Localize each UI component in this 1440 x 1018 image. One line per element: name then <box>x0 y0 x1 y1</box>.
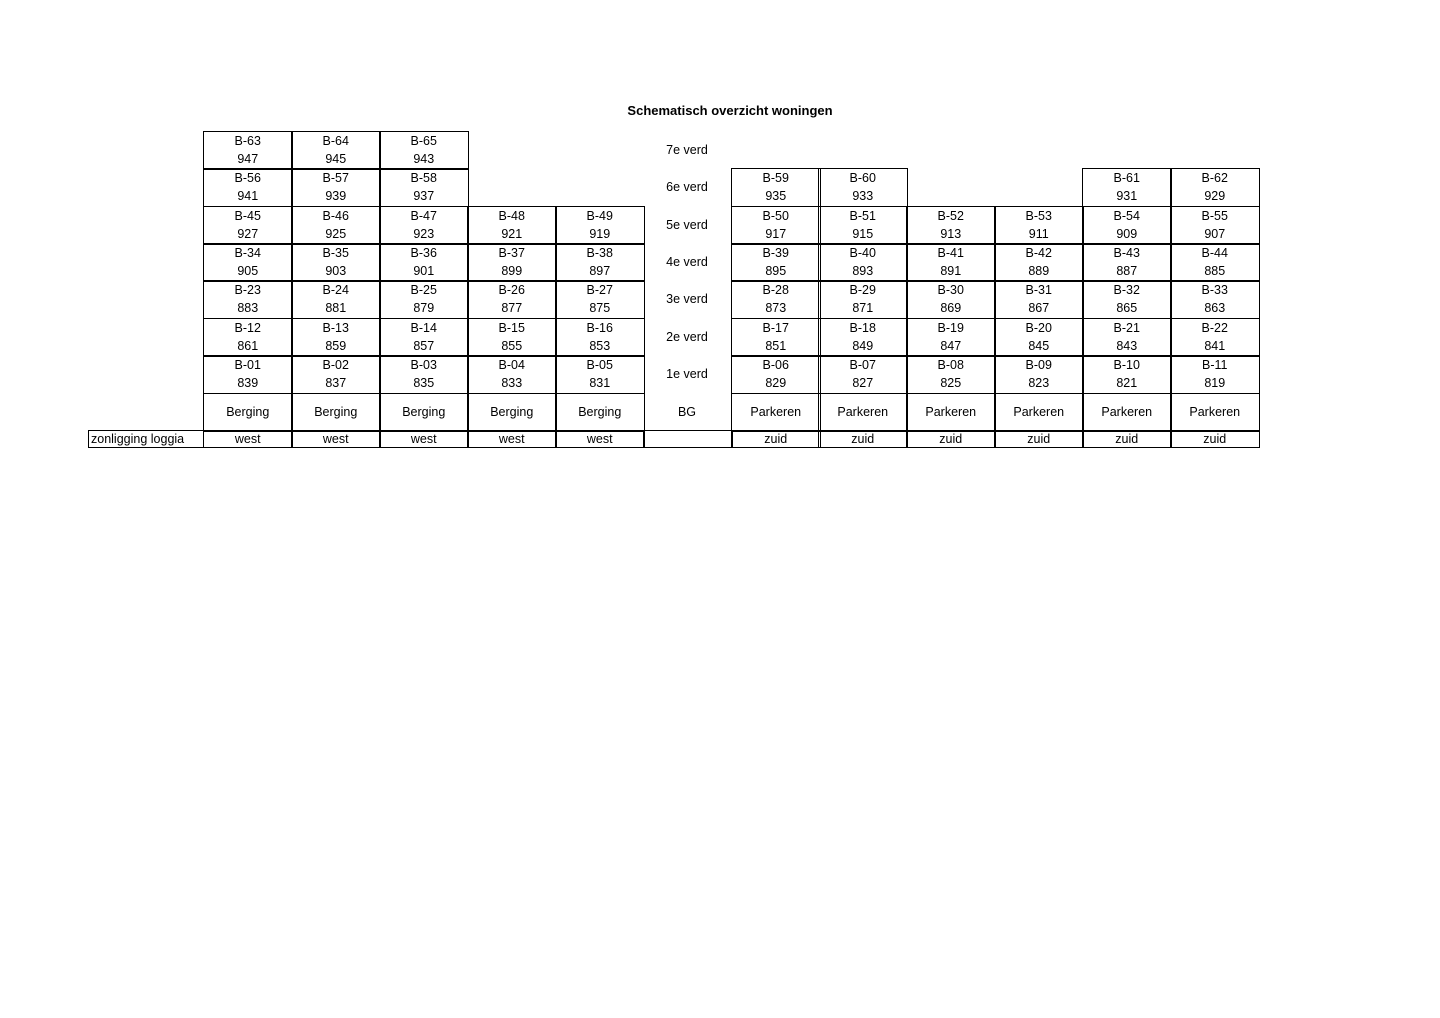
unit-code: B-12 <box>234 321 261 335</box>
house-number: 917 <box>765 227 787 241</box>
parking-cell: Parkeren <box>818 393 908 432</box>
house-number: 909 <box>1116 227 1138 241</box>
house-number: 851 <box>765 339 787 353</box>
unit-cell <box>1082 280 1172 319</box>
house-number: 883 <box>237 301 259 315</box>
unit-code: B-43 <box>1113 246 1140 260</box>
unit-code: B-10 <box>1113 358 1140 372</box>
unit-cell <box>731 168 821 207</box>
house-number: 875 <box>589 301 611 315</box>
unit-code: B-26 <box>498 283 525 297</box>
house-number: 941 <box>237 189 259 203</box>
house-number: 841 <box>1204 339 1226 353</box>
house-number: 859 <box>325 339 347 353</box>
parking-cell: Parkeren <box>994 393 1084 432</box>
unit-code: B-25 <box>410 283 437 297</box>
unit-cell <box>203 243 293 282</box>
house-number: 829 <box>765 376 787 390</box>
unit-code: B-32 <box>1113 283 1140 297</box>
house-number: 899 <box>501 264 523 278</box>
unit-code: B-39 <box>762 246 789 260</box>
house-number: 855 <box>501 339 523 353</box>
house-number: 907 <box>1204 227 1226 241</box>
floor-label: 6e verd <box>666 179 708 194</box>
unit-code: B-60 <box>849 171 876 185</box>
house-number: 889 <box>1028 264 1050 278</box>
unit-code: B-11 <box>1202 358 1228 372</box>
floor-label: 5e verd <box>666 217 708 232</box>
unit-code: B-49 <box>586 209 613 223</box>
house-number: 825 <box>940 376 962 390</box>
unit-cell <box>818 318 908 357</box>
house-number: 891 <box>940 264 962 278</box>
unit-code: B-22 <box>1201 321 1228 335</box>
house-number: 933 <box>852 189 874 203</box>
unit-cell <box>555 280 645 319</box>
unit-cell <box>379 280 469 319</box>
orientation-cell: west <box>467 430 557 448</box>
unit-cell <box>1170 355 1260 394</box>
page-title: Schematisch overzicht woningen <box>627 103 833 118</box>
unit-code: B-19 <box>937 321 964 335</box>
house-number: 867 <box>1028 301 1050 315</box>
unit-cell <box>1170 318 1260 357</box>
unit-cell <box>731 280 821 319</box>
unit-cell <box>994 355 1084 394</box>
unit-cell <box>203 318 293 357</box>
unit-code: B-16 <box>586 321 613 335</box>
unit-code: B-44 <box>1201 246 1228 260</box>
parking-cell: Parkeren <box>906 393 996 432</box>
unit-code: B-55 <box>1201 209 1228 223</box>
house-number: 897 <box>589 264 611 278</box>
unit-code: B-28 <box>762 283 789 297</box>
house-number: 925 <box>325 227 347 241</box>
floor-label: BG <box>677 404 697 419</box>
house-number: 913 <box>940 227 962 241</box>
unit-cell <box>1082 168 1172 207</box>
unit-code: B-27 <box>586 283 613 297</box>
unit-cell <box>379 355 469 394</box>
storage-cell: Berging <box>203 393 293 432</box>
unit-code: B-54 <box>1113 209 1140 223</box>
house-number: 849 <box>852 339 874 353</box>
unit-cell <box>731 243 821 282</box>
floor-label: 2e verd <box>666 329 708 344</box>
unit-cell <box>1082 243 1172 282</box>
orientation-label: zonligging loggia <box>88 430 204 448</box>
unit-code: B-61 <box>1113 171 1140 185</box>
unit-cell <box>291 280 381 319</box>
unit-code: B-29 <box>849 283 876 297</box>
unit-cell <box>467 243 557 282</box>
unit-cell <box>379 168 469 207</box>
unit-cell <box>291 131 381 170</box>
house-number: 931 <box>1116 189 1138 203</box>
house-number: 831 <box>589 376 611 390</box>
unit-code: B-08 <box>937 358 964 372</box>
unit-cell <box>379 131 469 170</box>
unit-cell <box>906 206 996 245</box>
house-number: 833 <box>501 376 523 390</box>
unit-cell <box>994 206 1084 245</box>
unit-code: B-45 <box>234 209 261 223</box>
orientation-cell: west <box>379 430 469 448</box>
unit-code: B-53 <box>1025 209 1052 223</box>
unit-cell <box>467 206 557 245</box>
house-number: 901 <box>413 264 435 278</box>
orientation-cell: west <box>555 430 645 448</box>
storage-cell: Berging <box>379 393 469 432</box>
unit-cell <box>291 206 381 245</box>
house-number: 937 <box>413 189 435 203</box>
unit-code: B-23 <box>234 283 261 297</box>
floor-label: 7e verd <box>666 142 708 157</box>
house-number: 927 <box>237 227 259 241</box>
unit-code: B-46 <box>322 209 349 223</box>
unit-code: B-56 <box>234 171 261 185</box>
unit-code: B-33 <box>1201 283 1228 297</box>
unit-code: B-48 <box>498 209 525 223</box>
house-number: 877 <box>501 301 523 315</box>
unit-cell <box>1082 355 1172 394</box>
house-number: 857 <box>413 339 435 353</box>
unit-code: B-21 <box>1113 321 1140 335</box>
orientation-cell: zuid <box>818 430 908 448</box>
unit-cell <box>1170 168 1260 207</box>
house-number: 895 <box>765 264 787 278</box>
unit-code: B-42 <box>1025 246 1052 260</box>
unit-code: B-35 <box>322 246 349 260</box>
floor-label: 3e verd <box>666 291 708 306</box>
unit-cell <box>994 243 1084 282</box>
unit-cell <box>906 318 996 357</box>
house-number: 879 <box>413 301 435 315</box>
house-number: 923 <box>413 227 435 241</box>
unit-cell <box>555 206 645 245</box>
unit-code: B-01 <box>234 358 261 372</box>
house-number: 943 <box>413 152 435 166</box>
house-number: 947 <box>237 152 259 166</box>
unit-cell <box>467 318 557 357</box>
orientation-cell: west <box>203 430 293 448</box>
unit-cell <box>203 206 293 245</box>
unit-code: B-34 <box>234 246 261 260</box>
unit-code: B-30 <box>937 283 964 297</box>
unit-code: B-52 <box>937 209 964 223</box>
unit-cell <box>906 243 996 282</box>
unit-cell <box>379 206 469 245</box>
house-number: 871 <box>852 301 874 315</box>
unit-cell <box>906 355 996 394</box>
orientation-cell: zuid <box>994 430 1084 448</box>
unit-code: B-13 <box>322 321 349 335</box>
unit-cell <box>731 318 821 357</box>
parking-cell: Parkeren <box>731 393 821 432</box>
unit-cell <box>379 318 469 357</box>
unit-code: B-05 <box>586 358 613 372</box>
unit-code: B-40 <box>849 246 876 260</box>
unit-cell <box>203 355 293 394</box>
unit-cell <box>818 280 908 319</box>
unit-cell <box>291 243 381 282</box>
unit-code: B-07 <box>849 358 876 372</box>
unit-cell <box>1170 280 1260 319</box>
unit-code: B-65 <box>410 134 437 148</box>
house-number: 887 <box>1116 264 1138 278</box>
unit-cell <box>731 355 821 394</box>
unit-code: B-03 <box>410 358 437 372</box>
house-number: 919 <box>589 227 611 241</box>
unit-code: B-06 <box>762 358 789 372</box>
unit-cell <box>291 355 381 394</box>
house-number: 903 <box>325 264 347 278</box>
unit-code: B-64 <box>322 134 349 148</box>
unit-cell <box>994 280 1084 319</box>
orientation-cell: zuid <box>1170 430 1260 448</box>
unit-code: B-47 <box>410 209 437 223</box>
unit-code: B-59 <box>762 171 789 185</box>
unit-cell <box>731 206 821 245</box>
floor-label: 1e verd <box>666 366 708 381</box>
unit-code: B-62 <box>1201 171 1228 185</box>
house-number: 921 <box>501 227 523 241</box>
unit-cell <box>467 355 557 394</box>
house-number: 915 <box>852 227 874 241</box>
unit-cell <box>818 355 908 394</box>
unit-code: B-04 <box>498 358 525 372</box>
unit-cell <box>555 318 645 357</box>
unit-code: B-38 <box>586 246 613 260</box>
house-number: 827 <box>852 376 874 390</box>
house-number: 945 <box>325 152 347 166</box>
unit-code: B-18 <box>849 321 876 335</box>
parking-cell: Parkeren <box>1082 393 1172 432</box>
house-number: 861 <box>237 339 259 353</box>
unit-code: B-15 <box>498 321 525 335</box>
unit-cell <box>203 280 293 319</box>
unit-cell <box>906 280 996 319</box>
unit-cell <box>818 206 908 245</box>
unit-cell <box>467 280 557 319</box>
house-number: 843 <box>1116 339 1138 353</box>
house-number: 839 <box>237 376 259 390</box>
unit-cell <box>291 318 381 357</box>
unit-cell <box>818 168 908 207</box>
unit-cell <box>203 168 293 207</box>
unit-cell <box>555 355 645 394</box>
house-number: 939 <box>325 189 347 203</box>
unit-code: B-17 <box>762 321 789 335</box>
unit-cell <box>379 243 469 282</box>
house-number: 835 <box>413 376 435 390</box>
house-number: 845 <box>1028 339 1050 353</box>
unit-code: B-14 <box>410 321 437 335</box>
house-number: 823 <box>1028 376 1050 390</box>
house-number: 819 <box>1204 376 1226 390</box>
house-number: 905 <box>237 264 259 278</box>
unit-code: B-24 <box>322 283 349 297</box>
orientation-cell: zuid <box>906 430 996 448</box>
house-number: 885 <box>1204 264 1226 278</box>
house-number: 911 <box>1028 227 1049 241</box>
unit-cell <box>1170 206 1260 245</box>
unit-cell <box>1082 318 1172 357</box>
house-number: 847 <box>940 339 962 353</box>
orientation-cell: zuid <box>1082 430 1172 448</box>
unit-code: B-41 <box>937 246 964 260</box>
orientation-cell: zuid <box>731 430 821 448</box>
house-number: 881 <box>325 301 347 315</box>
house-number: 873 <box>765 301 787 315</box>
house-number: 869 <box>940 301 962 315</box>
house-number: 865 <box>1116 301 1138 315</box>
house-number: 863 <box>1204 301 1226 315</box>
unit-code: B-63 <box>234 134 261 148</box>
parking-cell: Parkeren <box>1170 393 1260 432</box>
house-number: 935 <box>765 189 787 203</box>
unit-cell <box>1082 206 1172 245</box>
unit-code: B-51 <box>849 209 876 223</box>
house-number: 853 <box>589 339 611 353</box>
storage-cell: Berging <box>291 393 381 432</box>
house-number: 893 <box>852 264 874 278</box>
unit-code: B-37 <box>498 246 525 260</box>
orientation-cell <box>643 430 733 448</box>
house-number: 821 <box>1116 376 1138 390</box>
floor-label: 4e verd <box>666 254 708 269</box>
unit-cell <box>203 131 293 170</box>
unit-code: B-20 <box>1025 321 1052 335</box>
unit-cell <box>291 168 381 207</box>
unit-cell <box>555 243 645 282</box>
unit-cell <box>994 318 1084 357</box>
unit-code: B-58 <box>410 171 437 185</box>
storage-cell: Berging <box>467 393 557 432</box>
house-number: 837 <box>325 376 347 390</box>
storage-cell: Berging <box>555 393 645 432</box>
unit-code: B-09 <box>1025 358 1052 372</box>
unit-code: B-31 <box>1025 283 1052 297</box>
orientation-cell: west <box>291 430 381 448</box>
house-number: 929 <box>1204 189 1226 203</box>
unit-code: B-50 <box>762 209 789 223</box>
unit-code: B-02 <box>322 358 349 372</box>
unit-code: B-36 <box>410 246 437 260</box>
unit-code: B-57 <box>322 171 349 185</box>
unit-cell <box>1170 243 1260 282</box>
unit-cell <box>818 243 908 282</box>
